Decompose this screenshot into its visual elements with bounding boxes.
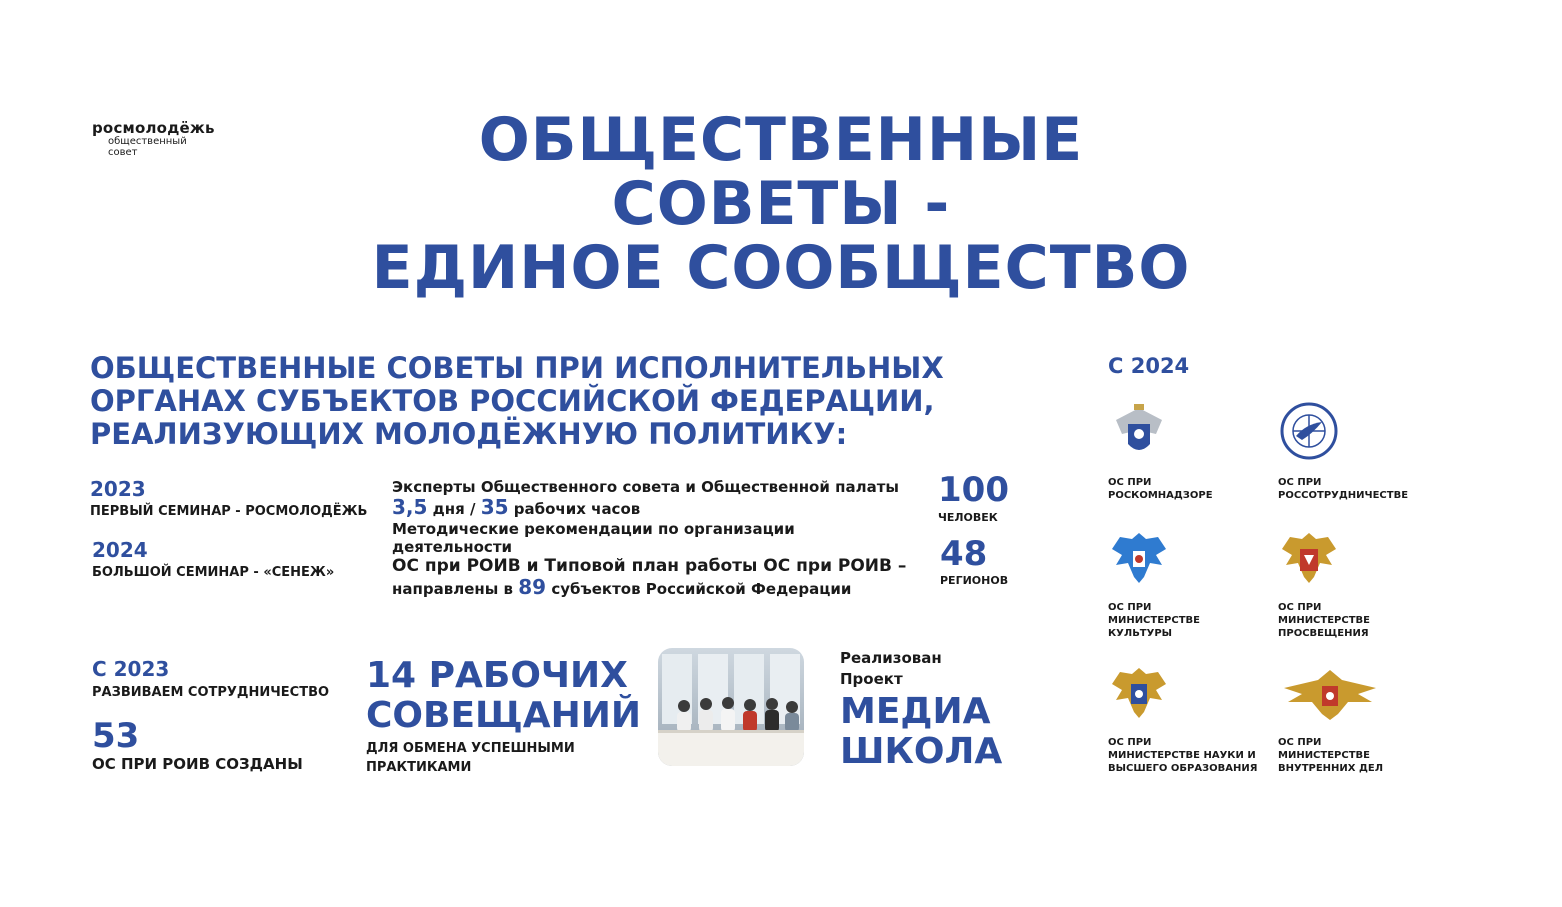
section-heading	[90, 352, 944, 451]
logo-subtitle: общественный совет	[108, 136, 187, 158]
stat-regions-value: 48	[940, 534, 988, 574]
project-intro	[840, 648, 942, 690]
councils-count-label: ОС ПРИ РОИВ СОЗДАНЫ	[92, 755, 303, 773]
event-text-2023: ПЕРВЫЙ СЕМИНАР - РОСМОЛОДЁЖЬ	[90, 504, 368, 519]
council-label	[1278, 736, 1448, 775]
council-label	[1278, 601, 1448, 640]
cooperation-since: С 2023	[92, 657, 170, 681]
council-label-line-1: ОС ПРИ	[1108, 737, 1152, 748]
section-heading-line-3: РЕАЛИЗУЮЩИХ МОЛОДЁЖНУЮ ПОЛИТИКУ:	[90, 417, 848, 451]
days-label: дня /	[432, 500, 476, 518]
project-name	[840, 692, 1002, 772]
regions-pre: направлены в	[392, 580, 514, 598]
council-label	[1278, 476, 1448, 502]
experts-line-4: ОС при РОИВ и Типовой план работы ОС при РОИВ –	[392, 556, 907, 576]
experts-block	[392, 478, 912, 600]
roskomnadzor-emblem-icon	[1108, 400, 1170, 462]
regions-post: субъектов Российской Федерации	[551, 580, 852, 598]
meetings-description	[366, 739, 575, 777]
council-rossotrudnichestvo	[1278, 400, 1448, 502]
council-label-line-1: ОС ПРИ	[1278, 602, 1322, 613]
council-label	[1108, 601, 1278, 640]
council-label-line-3: ПРОСВЕЩЕНИЯ	[1278, 628, 1369, 639]
council-label	[1108, 476, 1278, 502]
council-label-line-2: МИНИСТЕРСТВЕ	[1108, 615, 1200, 626]
ministry-culture-emblem-icon	[1108, 527, 1170, 589]
council-label-line-1: ОС ПРИ	[1278, 737, 1322, 748]
stat-regions-label: РЕГИОНОВ	[940, 574, 1009, 587]
event-text-2024: БОЛЬШОЙ СЕМИНАР - «СЕНЕЖ»	[92, 565, 335, 580]
council-ministry-education	[1278, 527, 1448, 640]
days-value: 3,5	[392, 495, 428, 519]
project-name-line-2: ШКОЛА	[840, 731, 1003, 772]
meetings-desc-line-1: ДЛЯ ОБМЕНА УСПЕШНЫМИ	[366, 741, 575, 756]
meetings-line-1: 14 РАБОЧИХ	[366, 655, 628, 696]
ministry-science-emblem-icon	[1108, 662, 1170, 724]
councils-count: 53	[92, 716, 140, 756]
title-line-3: ЕДИНОЕ СООБЩЕСТВО	[371, 233, 1191, 303]
council-label-line-2: РОСКОМНАДЗОРЕ	[1108, 490, 1213, 501]
meetings-line-2: СОВЕЩАНИЙ	[366, 695, 642, 736]
project-intro-line-2: Проект	[840, 670, 903, 688]
stat-people-value: 100	[938, 470, 1009, 510]
meetings-desc-line-2: ПРАКТИКАМИ	[366, 760, 472, 775]
council-roskomnadzor	[1108, 400, 1278, 502]
ministry-internal-affairs-emblem-icon	[1278, 662, 1382, 724]
council-label-line-3: ВНУТРЕННИХ ДЕЛ	[1278, 763, 1384, 774]
council-label-line-1: ОС ПРИ	[1108, 477, 1152, 488]
council-label-line-3: КУЛЬТУРЫ	[1108, 628, 1173, 639]
section-heading-line-2: ОРГАНАХ СУБЪЕКТОВ РОССИЙСКОЙ ФЕДЕРАЦИИ,	[90, 384, 935, 418]
council-label-line-3: ВЫСШЕГО ОБРАЗОВАНИЯ	[1108, 763, 1258, 774]
title-line-2: СОВЕТЫ -	[611, 169, 951, 239]
page-title	[0, 105, 1562, 303]
since-2024-heading: С 2024	[1108, 354, 1190, 378]
title-line-1: ОБЩЕСТВЕННЫЕ	[478, 105, 1084, 175]
experts-line-1: Эксперты Общественного совета и Общественной палаты	[392, 478, 899, 496]
meetings-count	[366, 656, 641, 736]
stat-people-label: ЧЕЛОВЕК	[938, 511, 998, 524]
council-label	[1108, 736, 1278, 775]
cooperation-text: РАЗВИВАЕМ СОТРУДНИЧЕСТВО	[92, 685, 330, 700]
experts-line-5	[392, 576, 912, 600]
council-ministry-science	[1108, 662, 1278, 775]
council-ministry-internal-affairs	[1278, 662, 1448, 775]
council-label-line-2: РОССОТРУДНИЧЕСТВЕ	[1278, 490, 1409, 501]
event-year-2024: 2024	[92, 538, 148, 562]
council-ministry-culture	[1108, 527, 1278, 640]
regions-count: 89	[518, 575, 547, 599]
council-label-line-1: ОС ПРИ	[1108, 602, 1152, 613]
section-heading-line-1: ОБЩЕСТВЕННЫЕ СОВЕТЫ ПРИ ИСПОЛНИТЕЛЬНЫХ	[90, 351, 944, 385]
council-label-line-2: МИНИСТЕРСТВЕ НАУКИ И	[1108, 750, 1256, 761]
ministry-education-emblem-icon	[1278, 527, 1340, 589]
project-name-line-1: МЕДИА	[840, 691, 991, 732]
rossotrudnichestvo-emblem-icon	[1278, 400, 1340, 462]
hours-label: рабочих часов	[513, 500, 641, 518]
hours-value: 35	[480, 495, 509, 519]
council-label-line-2: МИНИСТЕРСТВЕ	[1278, 615, 1370, 626]
council-label-line-2: МИНИСТЕРСТВЕ	[1278, 750, 1370, 761]
meeting-photo	[658, 648, 804, 766]
council-label-line-1: ОС ПРИ	[1278, 477, 1322, 488]
meeting-photo-image	[658, 648, 804, 766]
logo-name: росмолодёжь	[92, 119, 215, 137]
experts-line-2	[392, 496, 912, 520]
experts-line-3: Методические рекомендации по организации деятельности	[392, 520, 795, 556]
project-intro-line-1: Реализован	[840, 649, 942, 667]
event-year-2023: 2023	[90, 477, 146, 501]
